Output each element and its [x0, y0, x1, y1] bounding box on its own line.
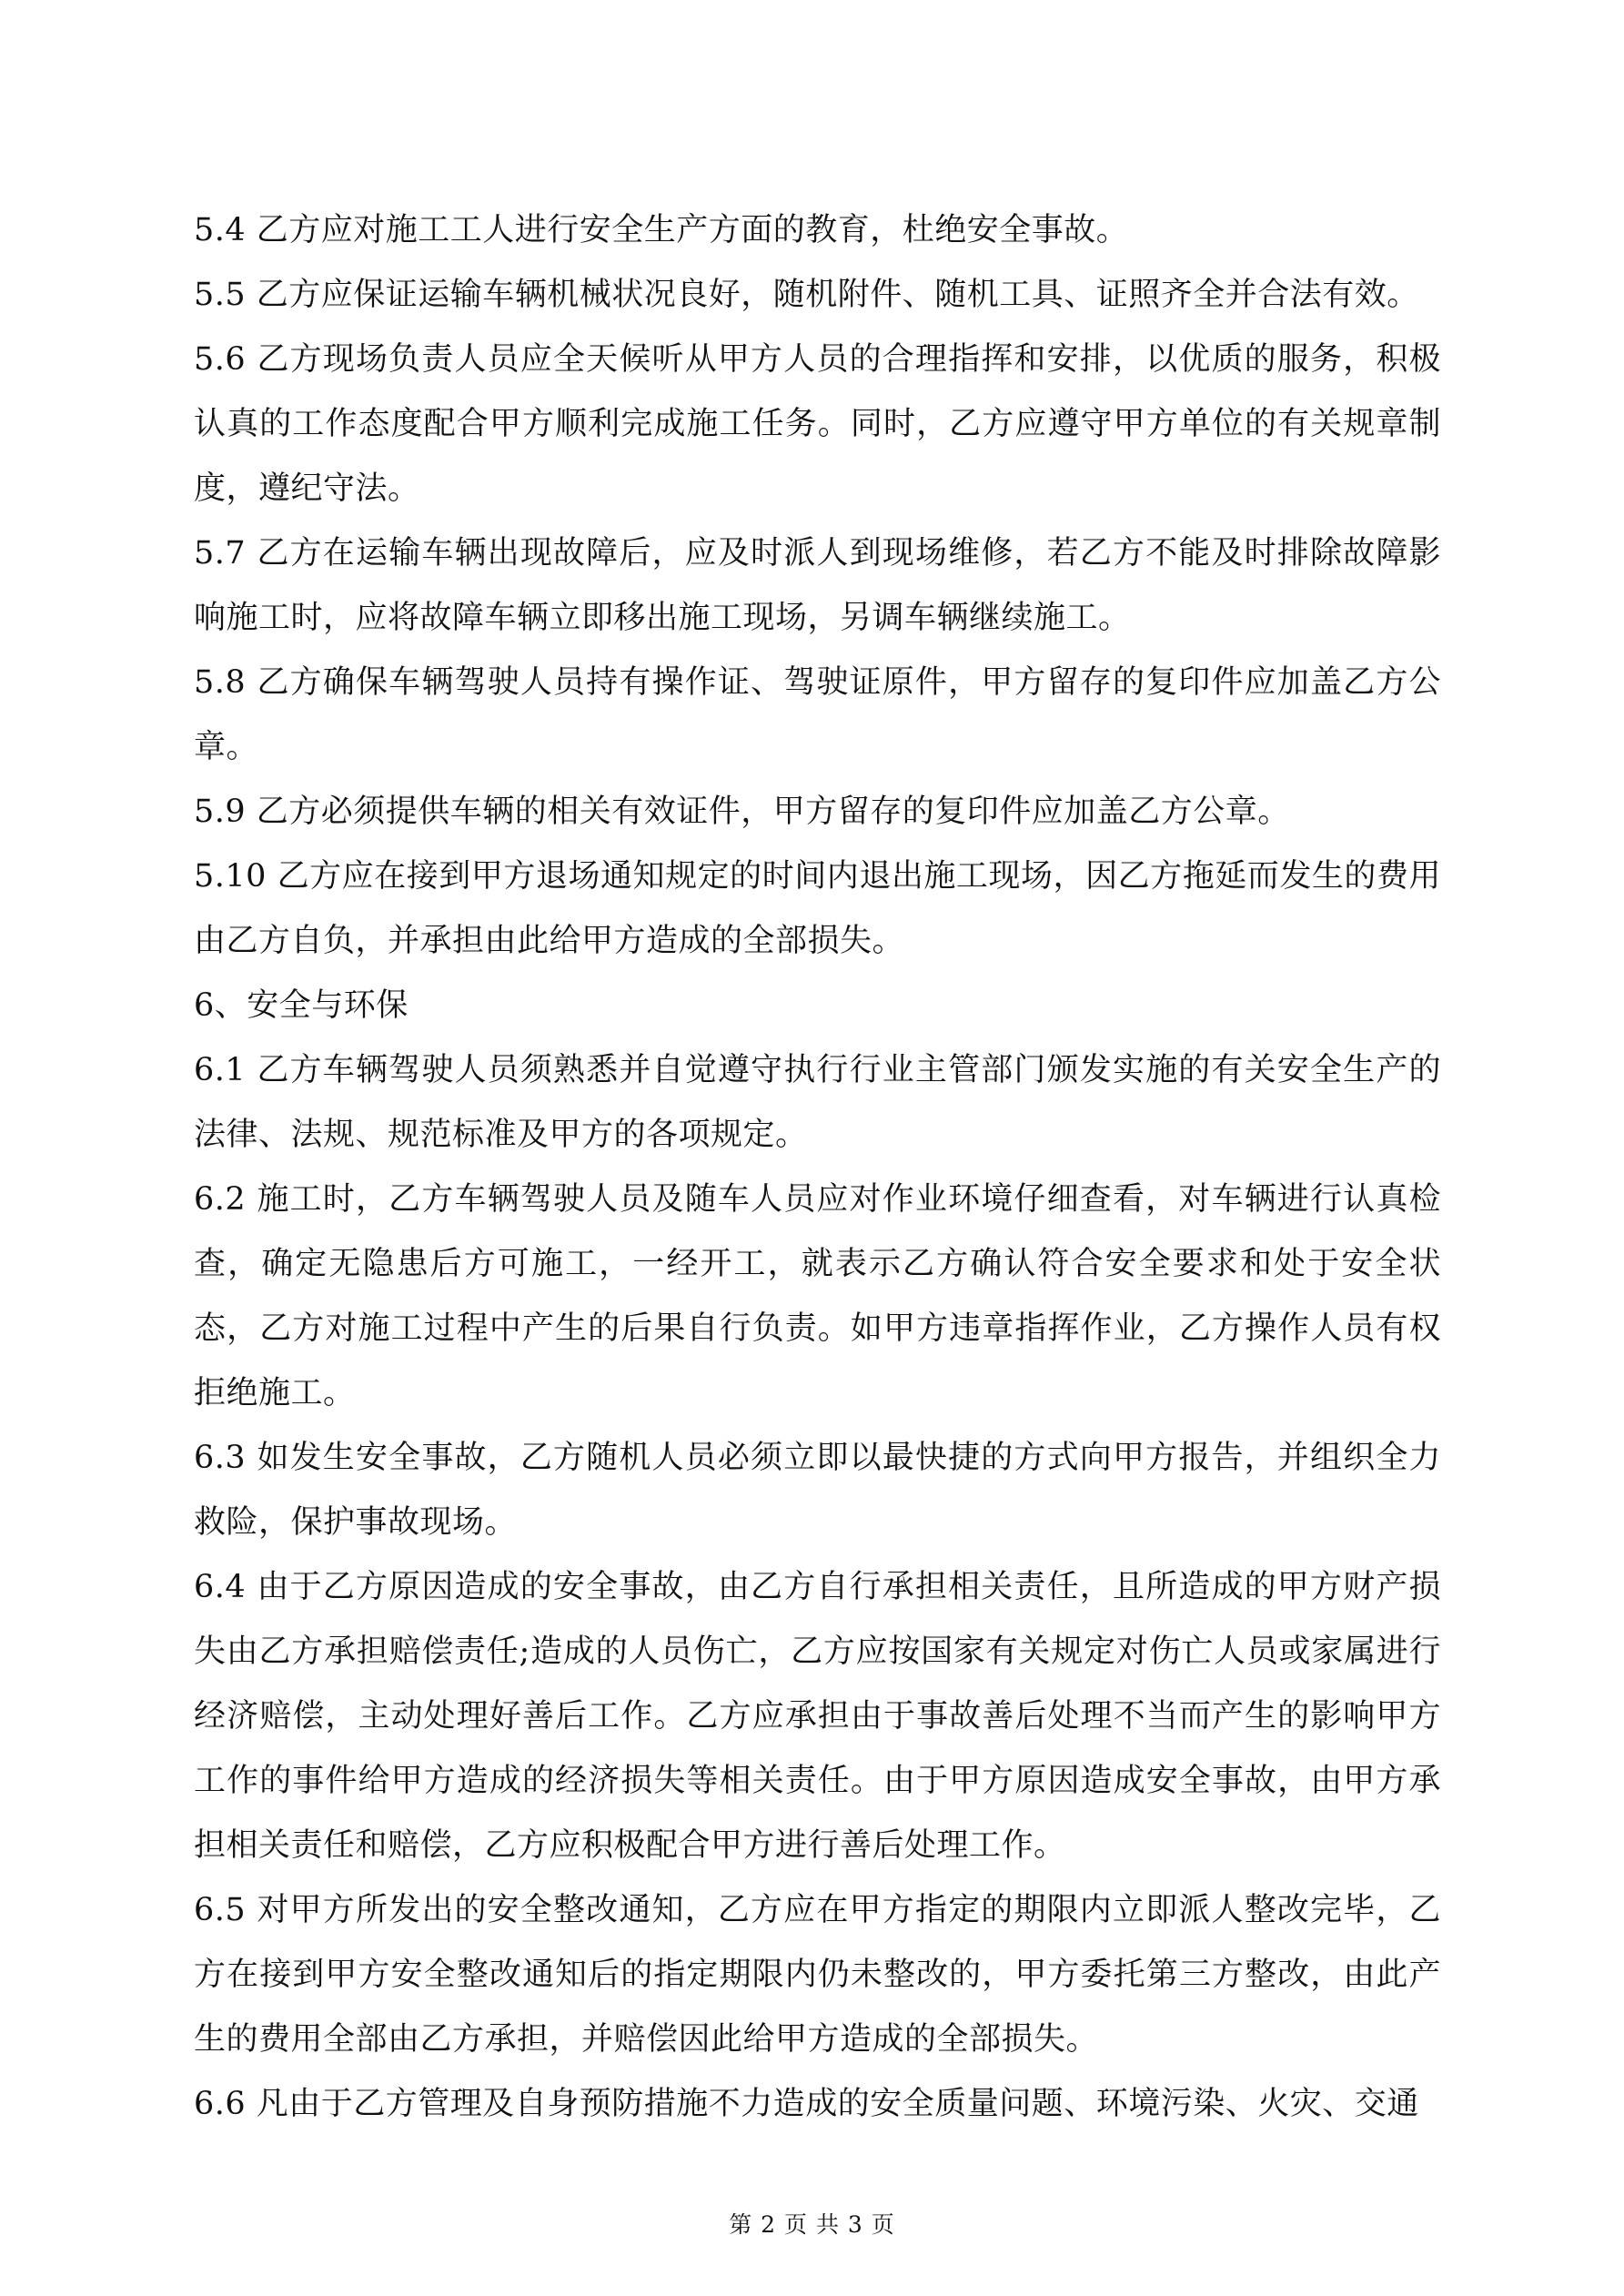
clause-5-10: 5.10 乙方应在接到甲方退场通知规定的时间内退出施工现场，因乙方拖延而发生的费用由乙方自负，并承担由此给甲方造成的全部损失。: [194, 858, 1441, 959]
clause-5-4: 5.4 乙方应对施工工人进行安全生产方面的教育，杜绝安全事故。: [194, 212, 1129, 248]
clause-6-4: 6.4 由于乙方原因造成的安全事故，由乙方自行承担相关责任，且所造成的甲方财产损失由乙方承担赔偿责任;造成的人员伤亡，乙方应按国家有关规定对伤亡人员或家属进行经济赔偿，主动处理好善后工作。乙方应承担由于事故善后处理不当而产生的影响甲方工作的事件给甲方造成的经济损失等相关责任。由于甲方原因造成安全事故，由甲方承担相关责任和赔偿，乙方应积极配合甲方进行善后处理工作。: [194, 1569, 1441, 1864]
clause-6-6: 6.6 凡由于乙方管理及自身预防措施不力造成的安全质量问题、环境污染、火灾、交通: [194, 2086, 1419, 2122]
clause-6-5: 6.5 对甲方所发出的安全整改通知，乙方应在甲方指定的期限内立即派人整改完毕，乙方在接到甲方安全整改通知后的指定期限内仍未整改的，甲方委托第三方整改，由此产生的费用全部由乙方承担，并赔偿因此给甲方造成的全部损失。: [194, 1892, 1441, 2058]
clause-5-8: 5.8 乙方确保车辆驾驶人员持有操作证、驾驶证原件，甲方留存的复印件应加盖乙方公章。: [194, 664, 1441, 765]
clause-6-3: 6.3 如发生安全事故，乙方随机人员必须立即以最快捷的方式向甲方报告，并组织全力救险，保护事故现场。: [194, 1440, 1441, 1541]
clause-5-9: 5.9 乙方必须提供车辆的相关有效证件，甲方留存的复印件应加盖乙方公章。: [194, 794, 1290, 830]
clause-6-2: 6.2 施工时，乙方车辆驾驶人员及随车人员应对作业环境仔细查看，对车辆进行认真检查，确定无隐患后方可施工，一经开工，就表示乙方确认符合安全要求和处于安全状态，乙方对施工过程中产生的后果自行负责。如甲方违章指挥作业，乙方操作人员有权拒绝施工。: [194, 1181, 1441, 1411]
document-body: [194, 198, 1441, 2137]
clause-5-6: 5.6 乙方现场负责人员应全天候听从甲方人员的合理指挥和安排，以优质的服务，积极认真的工作态度配合甲方顺利完成施工任务。同时，乙方应遵守甲方单位的有关规章制度，遵纪守法。: [194, 341, 1441, 507]
clause-5-7: 5.7 乙方在运输车辆出现故障后，应及时派人到现场维修，若乙方不能及时排除故障影响施工时，应将故障车辆立即移出施工现场，另调车辆继续施工。: [194, 535, 1441, 636]
section-heading-6: 6、安全与环保: [194, 987, 409, 1024]
clause-5-5: 5.5 乙方应保证运输车辆机械状况良好，随机附件、随机工具、证照齐全并合法有效。: [194, 277, 1419, 313]
clause-6-1: 6.1 乙方车辆驾驶人员须熟悉并自觉遵守执行行业主管部门颁发实施的有关安全生产的法律、法规、规范标准及甲方的各项规定。: [194, 1052, 1441, 1153]
page-footer: 第 2 页 共 3 页: [729, 2211, 895, 2238]
